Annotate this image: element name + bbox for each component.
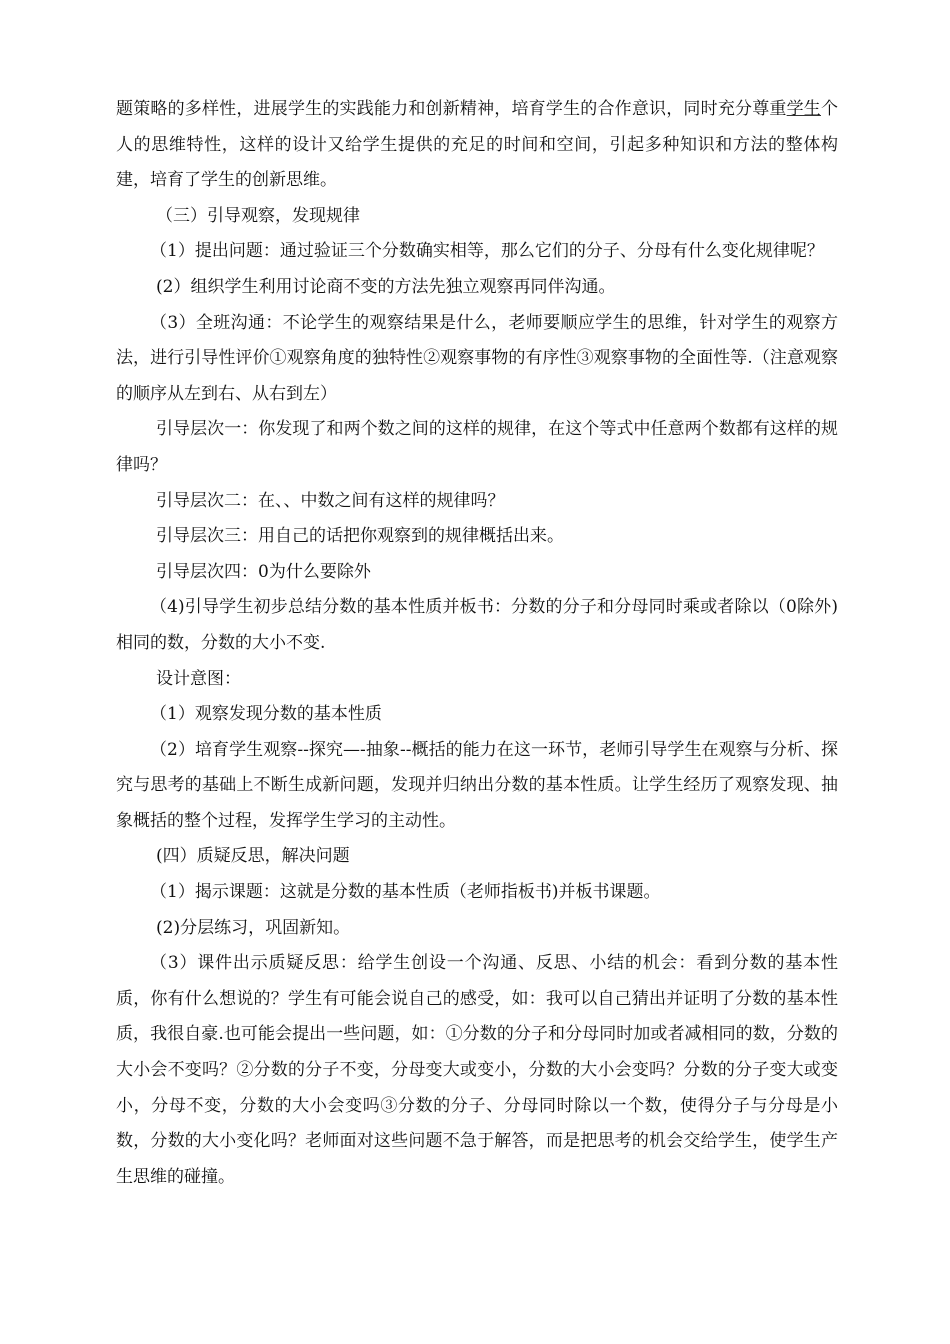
paragraph-reveal-topic: （1）揭示课题：这就是分数的基本性质（老师指板书)并板书课题。: [150, 882, 661, 903]
paragraph-layered-practice: (2)分层练习，巩固新知。: [156, 917, 351, 938]
underlined-text: 学生: [786, 99, 821, 119]
paragraph-guide-level-3: 引导层次三：用自己的话把你观察到的规律概括出来。: [156, 526, 564, 547]
paragraph-class-communication: （3）全班沟通：不论学生的观察结果是什么，老师要顺应学生的思维，针对学生的观察方法，进行引导性评价①观察角度的独特性②观察事物的有序性③观察事物的全面性等.（注意观察的顺序从左到右、从右到左）: [116, 312, 838, 404]
paragraph-organize: (2）组织学生利用讨论商不变的方法先独立观察再同伴沟通。: [156, 276, 616, 297]
paragraph-continuation: [116, 92, 838, 199]
paragraph-guide-level-2: 引导层次二：在、、中数之间有这样的规律吗？: [156, 490, 505, 511]
section-heading-3: （三）引导观察，发现规律: [156, 205, 360, 226]
paragraph-question: （1）提出问题：通过验证三个分数确实相等，那么它们的分子、分母有什么变化规律呢？: [150, 241, 824, 262]
text-run: 题策略的多样性，进展学生的实践能力和创新精神，培育学生的合作意识，同时充分尊重: [116, 99, 787, 119]
document-body: [116, 92, 838, 1195]
paragraph-design-intent: 设计意图：: [156, 668, 241, 689]
paragraph-summary: （4)引导学生初步总结分数的基本性质并板书：分数的分子和分母同时乘或者除以（0除外)相同的数，分数的大小不变.: [116, 597, 838, 653]
text-run: 个人的思维特性，这样的设计又给学生提供的充足的时间和空间，引起多种知识和方法的整体构建，培育了学生的创新思维。: [116, 99, 838, 191]
paragraph-reflection: （3）课件出示质疑反思：给学生创设一个沟通、反思、小结的机会：看到分数的基本性质，你有什么想说的？学生有可能会说自己的感受，如：我可以自己猜出并证明了分数的基本性质，我很自豪.也可能会提出一些问题，如：①分数的分子和分母同时加或者减相同的数，分数的大小会不变吗？②分数的分子不变，分母变大或变小，分数的大小会变吗？分数的分子变大或变小，分母不变，分数的大小会变吗③分数的分子、分母同时除以一个数，使得分子与分母是小数，分数的大小变化吗？老师面对这些问题不急于解答，而是把思考的机会交给学生，使学生产生思维的碰撞。: [116, 953, 838, 1187]
paragraph-intent-2: （2）培育学生观察--探究—-抽象--概括的能力在这一环节，老师引导学生在观察与分析、探究与思考的基础上不断生成新问题，发现并归纳出分数的基本性质。让学生经历了观察发现、抽象概括的整个过程，发挥学生学习的主动性。: [116, 739, 838, 831]
paragraph-guide-level-4: 引导层次四：0为什么要除外: [156, 561, 371, 582]
paragraph-intent-1: （1）观察发现分数的基本性质: [150, 704, 382, 725]
section-heading-4: (四）质疑反思，解决问题: [156, 846, 350, 867]
paragraph-guide-level-1: 引导层次一：你发现了和两个数之间的这样的规律，在这个等式中任意两个数都有这样的规律吗？: [116, 419, 838, 475]
